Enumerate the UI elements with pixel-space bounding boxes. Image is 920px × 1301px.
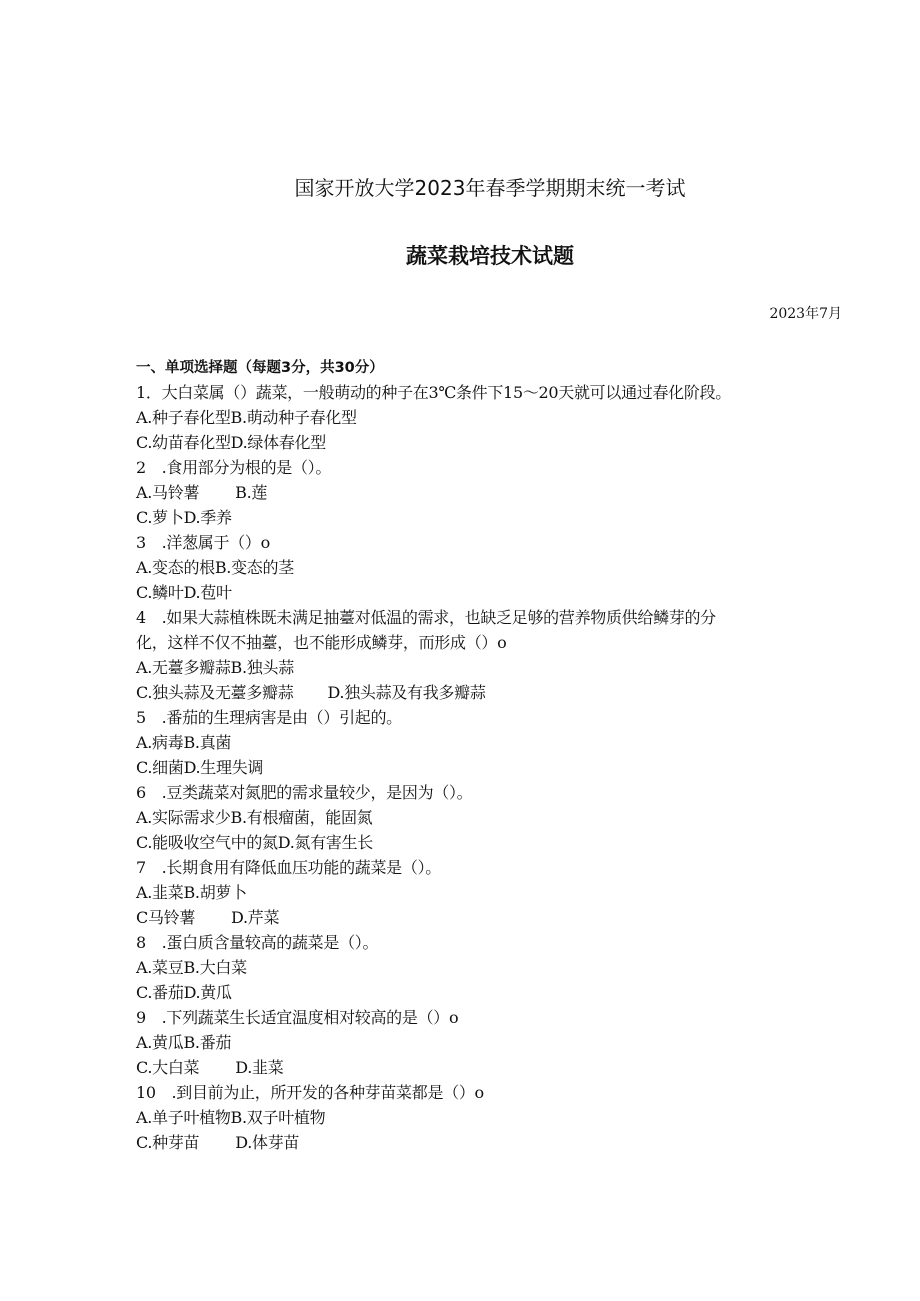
option-c: C.大白菜 (136, 1058, 200, 1077)
question-9-options-cd (136, 1055, 836, 1080)
option-d: D.韭菜 (235, 1058, 284, 1077)
question-9-options-ab (136, 1030, 836, 1055)
subject-title: 蔬菜栽培技术试题 (406, 244, 574, 268)
option-d: D.独头蒜及有我多瓣蒜 (327, 683, 486, 702)
question-7-stem: 7 .长期食用有降低血压功能的蔬菜是（）。 (136, 858, 441, 877)
option-c: C.萝卜 (136, 508, 184, 527)
question-6-options-ab (136, 805, 836, 830)
option-d: D.绿体春化型 (230, 433, 326, 452)
option-b: B.莲 (235, 483, 268, 502)
option-a: A.黄瓜 (136, 1033, 184, 1052)
question-4-options-cd (136, 680, 836, 705)
question-2-stem: 2 .食用部分为根的是（）。 (136, 458, 332, 477)
option-c: C.细菌 (136, 758, 184, 777)
question-8-options-ab (136, 955, 836, 980)
question-4-stem-line-1: 4 .如果大蒜植株既未满足抽薹对低温的需求，也缺乏足够的营养物质供给鳞芽的分 (136, 608, 716, 627)
question-10-options-cd (136, 1130, 836, 1155)
option-b: B.番茄 (183, 1033, 232, 1052)
option-a: A.种子春化型 (136, 408, 231, 427)
option-b: B.真菌 (183, 733, 232, 752)
option-a: A.病毒 (136, 733, 184, 752)
question-5-stem: 5 .番茄的生理病害是由（）引起的。 (136, 708, 402, 727)
question-6-options-cd (136, 830, 836, 855)
option-c: C马铃薯 (136, 908, 196, 927)
option-c: C.能吸收空气中的氮 (136, 833, 278, 852)
option-b: B.萌动种子春化型 (230, 408, 357, 427)
question-1-options-ab (136, 405, 836, 430)
option-b: B.变态的茎 (214, 558, 294, 577)
option-b: B.胡萝卜 (183, 883, 247, 902)
question-2-options-cd (136, 505, 836, 530)
option-a: A.菜豆 (136, 958, 184, 977)
option-a: A.韭菜 (136, 883, 184, 902)
option-d: D.氮有害生长 (277, 833, 374, 852)
option-b: B.大白菜 (183, 958, 247, 977)
question-4-stem-line-2: 化，这样不仅不抽薹，也不能形成鳞芽，而形成（）o (136, 633, 507, 652)
option-c: C.鳞叶 (136, 583, 184, 602)
option-b: B.双子叶植物 (230, 1108, 326, 1127)
option-c: C.种芽苗 (136, 1133, 200, 1152)
option-d: D.苞叶 (183, 583, 232, 602)
option-d: D.体芽苗 (235, 1133, 300, 1152)
question-7-options-ab (136, 880, 836, 905)
question-1-stem: 1．大白菜属（）蔬菜，一般萌动的种子在3℃条件下15～20天就可以通过春化阶段。 (136, 383, 731, 402)
question-10-options-ab (136, 1105, 836, 1130)
question-3-options-cd (136, 580, 836, 605)
section-heading: 一、单项选择题（每题3分，共30分） (136, 360, 384, 376)
option-d: D.生理失调 (183, 758, 264, 777)
option-a: A.无薹多瓣蒜 (136, 658, 231, 677)
university-exam-header: 国家开放大学2023年春季学期期末统一考试 (294, 176, 686, 200)
question-4-options-ab (136, 655, 836, 680)
exam-date: 2023年7月 (769, 306, 842, 322)
option-b: B.有根瘤菌，能固氮 (230, 808, 373, 827)
option-b: B.独头蒜 (230, 658, 294, 677)
question-5-options-ab (136, 730, 836, 755)
option-d: D.季养 (183, 508, 232, 527)
option-c: C.幼苗春化型 (136, 433, 231, 452)
question-9-stem: 9 .下列蔬菜生长适宜温度相对较高的是（）o (136, 1008, 459, 1027)
option-a: A.马铃薯 (136, 483, 200, 502)
option-d: D.芹菜 (231, 908, 280, 927)
option-c: C.独头蒜及无薹多瓣蒜 (136, 683, 294, 702)
question-8-options-cd (136, 980, 836, 1005)
question-7-options-cd (136, 905, 836, 930)
exam-content (136, 356, 836, 1155)
question-3-stem: 3 .洋葱属于（）o (136, 533, 270, 552)
question-1-options-cd (136, 430, 836, 455)
option-a: A.变态的根 (136, 558, 215, 577)
question-8-stem: 8 .蛋白质含量较高的蔬菜是（）。 (136, 933, 379, 952)
question-6-stem: 6 .豆类蔬菜对氮肥的需求量较少，是因为（）。 (136, 783, 473, 802)
question-5-options-cd (136, 755, 836, 780)
option-a: A.实际需求少 (136, 808, 231, 827)
question-10-stem: 10 .到目前为止，所开发的各种芽苗菜都是（）o (136, 1083, 484, 1102)
option-d: D.黄瓜 (183, 983, 232, 1002)
question-3-options-ab (136, 555, 836, 580)
question-2-options-ab (136, 480, 836, 505)
option-a: A.单子叶植物 (136, 1108, 231, 1127)
option-c: C.番茄 (136, 983, 184, 1002)
